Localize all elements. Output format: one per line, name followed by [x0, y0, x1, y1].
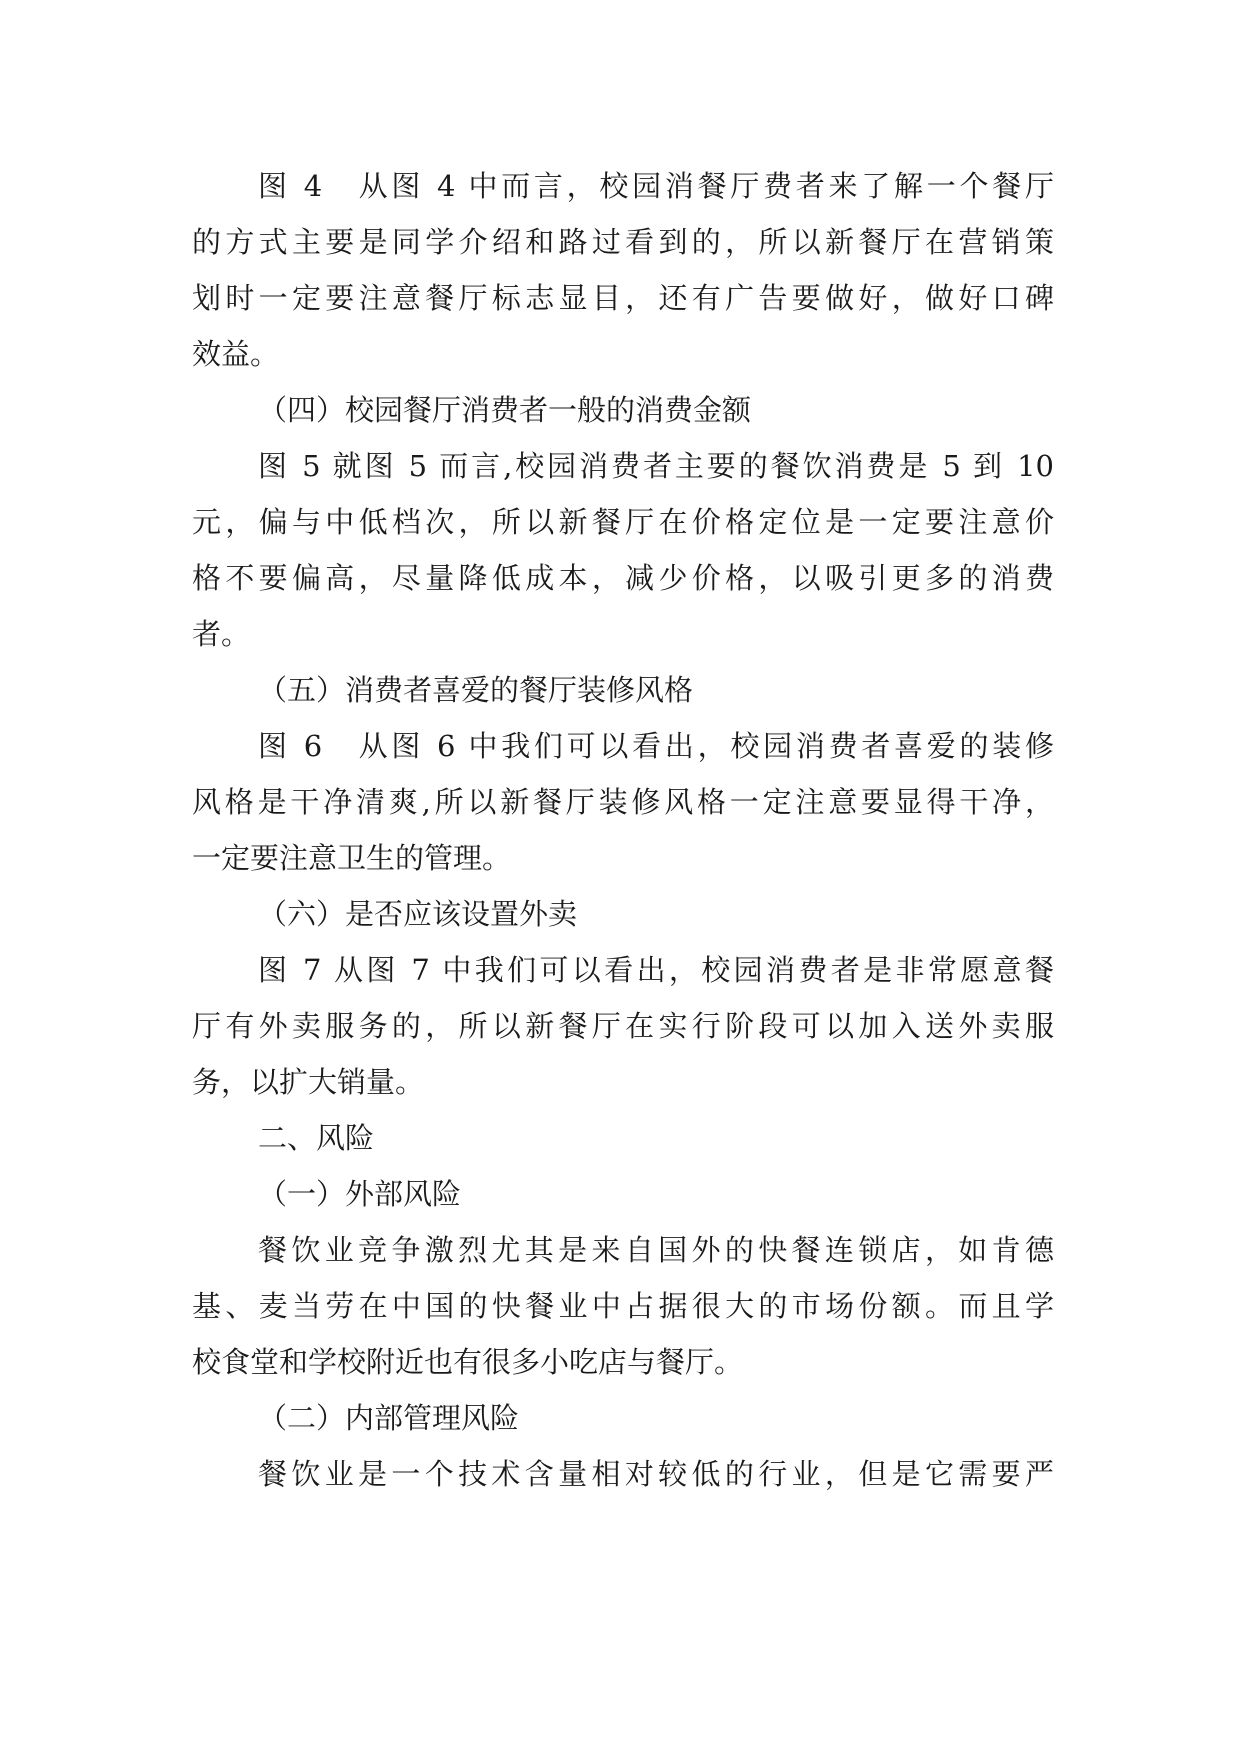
paragraph-figure5-line1: 图 5 就图 5 而言,校园消费者主要的餐饮消费是 5 到 10	[258, 449, 1054, 483]
paragraph-figure5-line3: 格不要偏高，尽量降低成本，减少价格，以吸引更多的消费	[192, 561, 1054, 595]
paragraph-figure5-line2: 元，偏与中低档次，所以新餐厅在价格定位是一定要注意价	[192, 505, 1054, 539]
paragraph-figure6-line3: 一定要注意卫生的管理。	[192, 841, 512, 875]
paragraph-figure6-line1: 图 6 从图 6 中我们可以看出，校园消费者喜爱的装修	[258, 729, 1054, 763]
paragraph-internal-risk-line1: 餐饮业是一个技术含量相对较低的行业，但是它需要严	[258, 1457, 1054, 1491]
paragraph-figure4-line3: 划时一定要注意餐厅标志显目，还有广告要做好，做好口碑	[192, 281, 1054, 315]
paragraph-figure4-line1: 图 4 从图 4 中而言，校园消餐厅费者来了解一个餐厅	[258, 169, 1054, 203]
section-heading-spending-amount: （四）校园餐厅消费者一般的消费金额	[258, 393, 752, 427]
section-heading-internal-risk: （二）内部管理风险	[258, 1401, 520, 1435]
paragraph-external-risk-line3: 校食堂和学校附近也有很多小吃店与餐厅。	[192, 1345, 744, 1379]
section-heading-external-risk: （一）外部风险	[258, 1177, 462, 1211]
paragraph-figure7-line2: 厅有外卖服务的，所以新餐厅在实行阶段可以加入送外卖服	[192, 1009, 1054, 1043]
section-heading-risk: 二、风险	[258, 1121, 375, 1155]
paragraph-figure7-line1: 图 7 从图 7 中我们可以看出，校园消费者是非常愿意餐	[258, 953, 1054, 987]
paragraph-figure4-line2: 的方式主要是同学介绍和路过看到的，所以新餐厅在营销策	[192, 225, 1054, 259]
paragraph-figure6-line2: 风格是干净清爽,所以新餐厅装修风格一定注意要显得干净，	[192, 785, 1054, 819]
section-heading-decoration-style: （五）消费者喜爱的餐厅装修风格	[258, 673, 694, 707]
paragraph-figure5-line4: 者。	[192, 617, 251, 651]
paragraph-figure4-line4: 效益。	[192, 337, 280, 371]
paragraph-external-risk-line2: 基、麦当劳在中国的快餐业中占据很大的市场份额。而且学	[192, 1289, 1054, 1323]
section-heading-takeout: （六）是否应该设置外卖	[258, 897, 578, 931]
paragraph-figure7-line3: 务，以扩大销量。	[192, 1065, 425, 1099]
paragraph-external-risk-line1: 餐饮业竞争激烈尤其是来自国外的快餐连锁店，如肯德	[258, 1233, 1054, 1267]
